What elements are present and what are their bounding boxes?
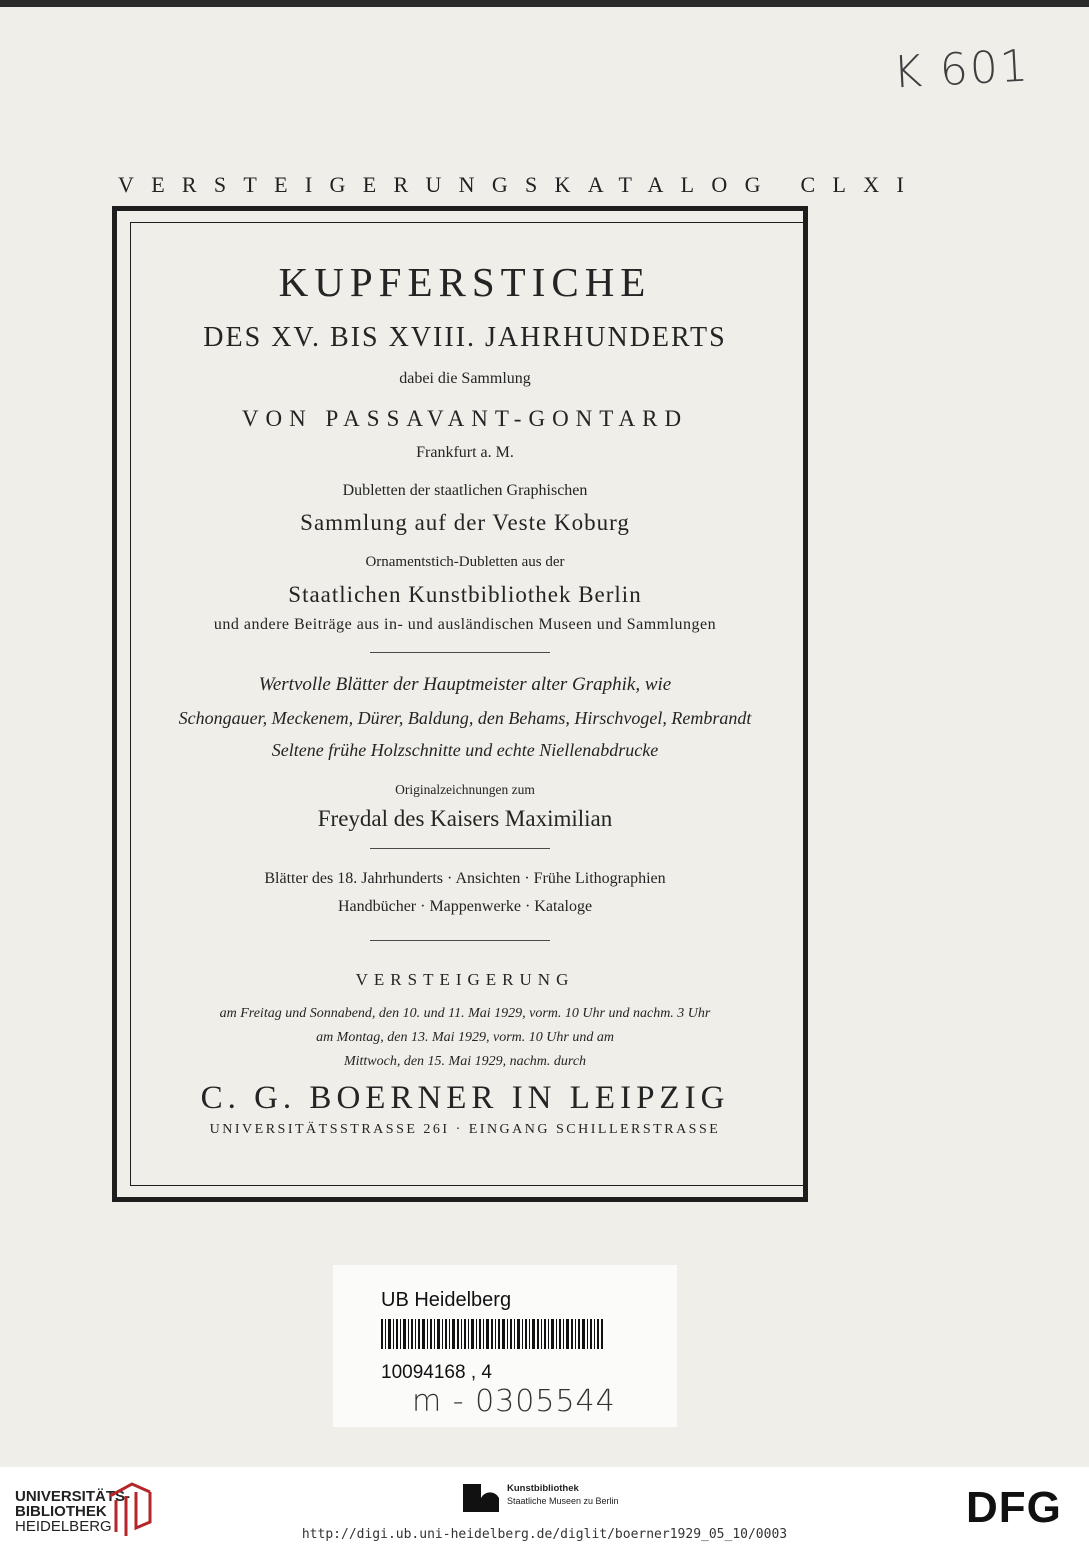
kunstbibliothek-logo: [507, 1482, 619, 1507]
others-line: und andere Beiträge aus in- und ausländischen Museen und Sammlungen: [213, 616, 717, 633]
dabei-line: dabei die Sammlung: [399, 370, 531, 387]
auctioneer: C. G. BOERNER IN LEIPZIG: [200, 1080, 730, 1116]
drawings-intro: Originalzeichnungen zum: [395, 782, 535, 797]
title: KUPFERSTICHE: [278, 259, 652, 305]
highlight-line-1: Wertvolle Blätter der Hauptmeister alter Graphik, wie: [258, 674, 672, 695]
kb-title: Kunstbibliothek: [507, 1483, 579, 1494]
highlight-line-3: Seltene frühe Holzschnitte und echte Niellenabdrucke: [271, 740, 659, 760]
address: UNIVERSITÄTSSTRASSE 26I · EINGANG SCHILLERSTRASSE: [209, 1122, 721, 1137]
dates-line-2: am Montag, den 13. Mai 1929, vorm. 10 Uhr und am: [316, 1030, 614, 1045]
handwritten-inventory-number: m - 0305544: [412, 1384, 616, 1419]
highlight-line-2: Schongauer, Meckenem, Dürer, Baldung, den Behams, Hirschvogel, Rembrandt: [178, 708, 752, 728]
dates-line-3: Mittwoch, den 15. Mai 1929, nachm. durch: [343, 1054, 587, 1069]
barcode: [381, 1319, 603, 1349]
kb-subtitle: Staatliche Museen zu Berlin: [507, 1496, 619, 1506]
handwritten-shelfmark: K 601: [891, 40, 1032, 99]
freydal-line: Freydal des Kaisers Maximilian: [317, 806, 613, 831]
divider: [370, 652, 550, 653]
subtitle: DES XV. BIS XVIII. JAHRHUNDERTS: [203, 322, 727, 353]
kunstbibliothek-mark-icon: [463, 1484, 499, 1512]
divider: [370, 848, 550, 849]
koburg-line: Sammlung auf der Veste Koburg: [300, 510, 630, 535]
series-line: VERSTEIGERUNGSKATALOG CLXI: [118, 172, 922, 197]
misc-line-1: Blätter des 18. Jahrhunderts · Ansichten · Frühe Lithographien: [264, 870, 666, 887]
collection-place: Frankfurt a. M.: [416, 444, 514, 461]
logo-line: BIBLIOTHEK: [15, 1503, 107, 1520]
dubletten-intro: Dubletten der staatlichen Graphischen: [342, 482, 588, 499]
library-name: UB Heidelberg: [381, 1289, 512, 1311]
berlin-line: Staatlichen Kunstbibliothek Berlin: [288, 582, 642, 607]
dates-line-1: am Freitag und Sonnabend, den 10. und 11. Mai 1929, vorm. 10 Uhr und nachm. 3 Uhr: [219, 1006, 711, 1021]
scan-top-edge: [0, 0, 1089, 7]
divider: [370, 940, 550, 941]
collection-name: VON PASSAVANT-GONTARD: [241, 406, 689, 431]
logo-line: HEIDELBERG: [15, 1518, 112, 1535]
library-number: 10094168 , 4: [381, 1362, 492, 1383]
dfg-logo: DFG: [966, 1483, 1062, 1532]
auction-heading: VERSTEIGERUNG: [355, 970, 575, 989]
logo-line: UNIVERSITÄTS-: [15, 1488, 131, 1505]
ornament-intro: Ornamentstich-Dubletten aus der: [365, 554, 565, 570]
misc-line-2: Handbücher · Mappenwerke · Kataloge: [337, 898, 593, 915]
source-url[interactable]: http://digi.ub.uni-heidelberg.de/diglit/boerner1929_05_10/0003: [301, 1527, 788, 1542]
